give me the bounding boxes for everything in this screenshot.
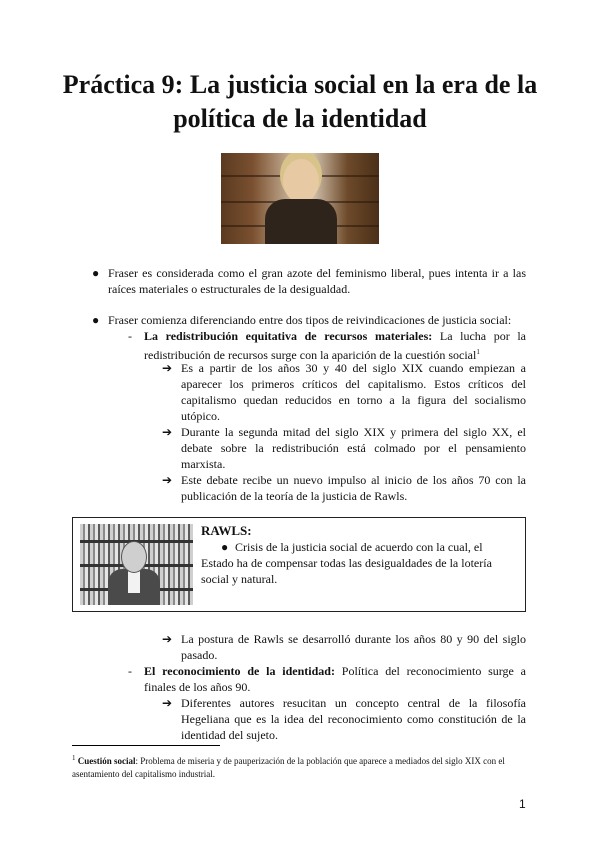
rawls-portrait-image <box>80 524 193 605</box>
title-line-1: Práctica 9: La justicia social en la era de la <box>62 70 538 99</box>
bullet-fraser-feminismo: Fraser es considerada como el gran azote del feminismo liberal, pues intenta ir a las raíces materiales o estructurales de la desigualdad. <box>108 266 526 296</box>
reconocimiento-text: Política del reconocimiento surge a finales de los años 90. <box>144 664 527 694</box>
footnote-text: : Problema de miseria y de pauperización de la población que aparece a mediados del siglo XIX con el asentamiento del capitalismo industrial. <box>72 756 505 779</box>
redistribucion-point-2: Durante la segunda mitad del siglo XIX y primera del siglo XX, el debate sobre la redistribución está colmado por el pensamiento marxista. <box>181 425 526 471</box>
bullet-glyph: ● <box>92 266 100 280</box>
rawls-postura-point: La postura de Rawls se desarrolló durante los años 80 y 90 del siglo pasado. <box>181 632 526 662</box>
page-number: 1 <box>519 797 526 811</box>
bullet-glyph: ● <box>221 540 229 554</box>
redistribucion-point-1: Es a partir de los años 30 y 40 del siglo XIX cuando empiezan a aparecer los primeros críticos del capitalismo. Estos críticos del capitalismo quedan reducidos en torno a la figura del socialismo utópico. <box>181 361 526 423</box>
document-title <box>60 68 540 136</box>
title-line-2: política de la identidad <box>173 104 427 133</box>
arrow-icon: ➔ <box>162 632 173 646</box>
footnote-separator <box>72 745 220 746</box>
footnote-ref: 1 <box>476 348 480 356</box>
redistribucion-heading: La redistribución equitativa de recursos materiales: <box>144 329 433 343</box>
dash-glyph: - <box>128 664 132 678</box>
arrow-icon: ➔ <box>162 696 173 710</box>
redistribucion-paragraph <box>144 328 526 363</box>
redistribucion-point-3: Este debate recibe un nuevo impulso al inicio de los años 70 con la publicación de la teoría de la justicia de Rawls. <box>181 473 526 503</box>
dash-glyph: - <box>128 329 132 343</box>
footnote-mark: 1 <box>72 754 76 762</box>
footnote-term: Cuestión social <box>77 756 136 766</box>
reconocimiento-heading: El reconocimiento de la identidad: <box>144 664 335 678</box>
bullet-dos-tipos: Fraser comienza diferenciando entre dos tipos de reivindicaciones de justicia social: <box>108 313 512 327</box>
rawls-heading: RAWLS: <box>201 523 252 538</box>
arrow-icon: ➔ <box>162 361 173 375</box>
bullet-glyph: ● <box>92 313 100 327</box>
rawls-box-bullet: Crisis de la justicia social de acuerdo con la cual, el Estado ha de compensar todas las desigualdades de la lotería social y natural. <box>201 540 492 586</box>
arrow-icon: ➔ <box>162 425 173 439</box>
footnote <box>72 752 532 781</box>
fraser-portrait-image <box>221 153 379 244</box>
reconocimiento-point: Diferentes autores resucitan un concepto central de la filosofía Hegeliana que es la idea del reconocimiento como constitución de la identidad del sujeto. <box>181 696 526 742</box>
reconocimiento-paragraph <box>144 663 526 695</box>
redistribucion-text: La lucha por la redistribución de recursos surge con la aparición de la cuestión social <box>144 329 526 362</box>
arrow-icon: ➔ <box>162 473 173 487</box>
